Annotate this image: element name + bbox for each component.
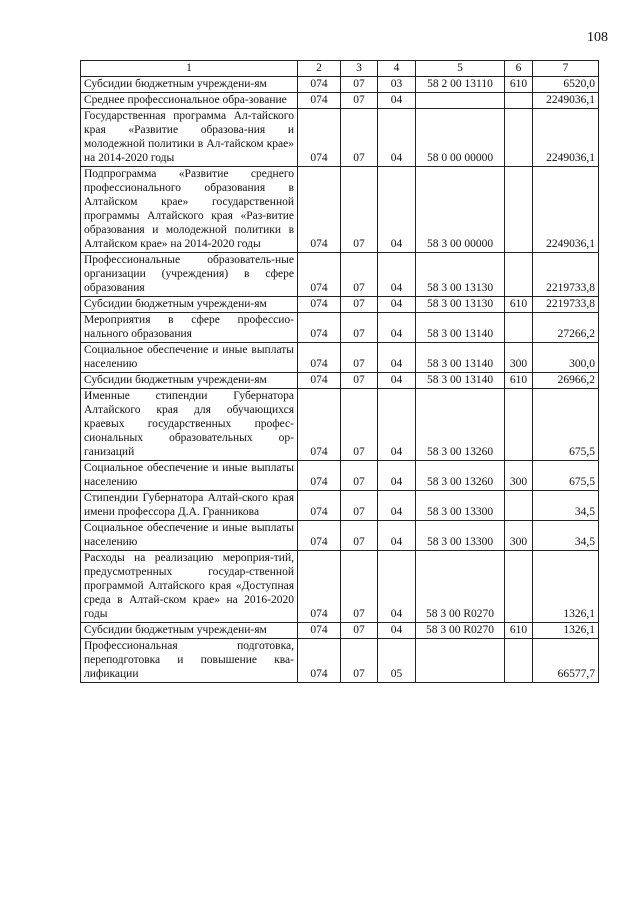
expense-type-cell: [505, 313, 533, 343]
section-cell: 07: [341, 109, 378, 167]
target-article-cell: 58 3 00 00000: [416, 167, 505, 253]
amount-cell: 34,5: [533, 491, 599, 521]
budget-table: [80, 60, 599, 683]
row-label-cell: Стипендии Губернатора Алтай-ского края имени профессора Д.А. Гранникова: [81, 491, 298, 521]
subsection-cell: 04: [378, 373, 416, 389]
table-row: [81, 297, 599, 313]
table-header-row: [81, 61, 599, 77]
admin-code-cell: 074: [298, 253, 341, 297]
expense-type-cell: [505, 253, 533, 297]
amount-cell: 27266,2: [533, 313, 599, 343]
column-header: 2: [298, 61, 341, 77]
row-label-cell: Субсидии бюджетным учреждени-ям: [81, 623, 298, 639]
amount-cell: 66577,7: [533, 639, 599, 683]
table-row: [81, 167, 599, 253]
row-label-cell: Профессиональная подготовка, переподготовка и повышение ква-лификации: [81, 639, 298, 683]
row-label-cell: Социальное обеспечение и иные выплаты населению: [81, 461, 298, 491]
section-cell: 07: [341, 93, 378, 109]
row-label-cell: Подпрограмма «Развитие среднего профессионального образования в Алтайском крае» государственной программы Алтайского края «Раз-витие образования и молодежной политики в Алтайском крае» на 2014-2020 годы: [81, 167, 298, 253]
admin-code-cell: 074: [298, 373, 341, 389]
subsection-cell: 03: [378, 77, 416, 93]
subsection-cell: 04: [378, 521, 416, 551]
subsection-cell: 04: [378, 253, 416, 297]
admin-code-cell: 074: [298, 623, 341, 639]
row-label-cell: Социальное обеспечение и иные выплаты населению: [81, 521, 298, 551]
table-row: [81, 491, 599, 521]
column-header: 5: [416, 61, 505, 77]
table-row: [81, 639, 599, 683]
admin-code-cell: 074: [298, 639, 341, 683]
table-body: [81, 77, 599, 683]
target-article-cell: 58 2 00 13110: [416, 77, 505, 93]
expense-type-cell: 610: [505, 373, 533, 389]
amount-cell: 675,5: [533, 389, 599, 461]
subsection-cell: 04: [378, 167, 416, 253]
row-label-cell: Субсидии бюджетным учреждени-ям: [81, 77, 298, 93]
section-cell: 07: [341, 551, 378, 623]
admin-code-cell: 074: [298, 167, 341, 253]
expense-type-cell: [505, 389, 533, 461]
table-row: [81, 313, 599, 343]
subsection-cell: 04: [378, 313, 416, 343]
subsection-cell: 04: [378, 93, 416, 109]
amount-cell: 1326,1: [533, 623, 599, 639]
amount-cell: 1326,1: [533, 551, 599, 623]
table-row: [81, 253, 599, 297]
amount-cell: 675,5: [533, 461, 599, 491]
amount-cell: 2219733,8: [533, 253, 599, 297]
expense-type-cell: [505, 109, 533, 167]
target-article-cell: 58 3 00 13130: [416, 297, 505, 313]
section-cell: 07: [341, 343, 378, 373]
expense-type-cell: [505, 93, 533, 109]
section-cell: 07: [341, 389, 378, 461]
amount-cell: 26966,2: [533, 373, 599, 389]
row-label-cell: Государственная программа Ал-тайского края «Развитие образова-ния и молодежной политики в Ал-тайском крае» на 2014-2020 годы: [81, 109, 298, 167]
subsection-cell: 04: [378, 297, 416, 313]
table-row: [81, 521, 599, 551]
row-label-cell: Расходы на реализацию мероприя-тий, предусмотренных государ-ственной программой Алтайского края «Доступная среда в Алтай-ском крае» на 2016-2020 годы: [81, 551, 298, 623]
amount-cell: 2249036,1: [533, 93, 599, 109]
column-header: 7: [533, 61, 599, 77]
target-article-cell: 58 3 00 13140: [416, 313, 505, 343]
subsection-cell: 04: [378, 623, 416, 639]
page-number: 108: [587, 30, 608, 45]
section-cell: 07: [341, 77, 378, 93]
expense-type-cell: 300: [505, 461, 533, 491]
expense-type-cell: [505, 491, 533, 521]
table-row: [81, 109, 599, 167]
section-cell: 07: [341, 623, 378, 639]
subsection-cell: 04: [378, 461, 416, 491]
section-cell: 07: [341, 373, 378, 389]
target-article-cell: 58 3 00 R0270: [416, 623, 505, 639]
column-header: 1: [81, 61, 298, 77]
admin-code-cell: 074: [298, 461, 341, 491]
expense-type-cell: 610: [505, 623, 533, 639]
table-row: [81, 551, 599, 623]
admin-code-cell: 074: [298, 551, 341, 623]
table-row: [81, 623, 599, 639]
row-label-cell: Профессиональные образователь-ные организации (учреждения) в сфере образования: [81, 253, 298, 297]
target-article-cell: 58 3 00 13260: [416, 389, 505, 461]
row-label-cell: Социальное обеспечение и иные выплаты населению: [81, 343, 298, 373]
section-cell: 07: [341, 313, 378, 343]
table-row: [81, 461, 599, 491]
section-cell: 07: [341, 253, 378, 297]
section-cell: 07: [341, 521, 378, 551]
section-cell: 07: [341, 491, 378, 521]
table-row: [81, 343, 599, 373]
target-article-cell: 58 3 00 13300: [416, 491, 505, 521]
expense-type-cell: [505, 167, 533, 253]
target-article-cell: [416, 93, 505, 109]
amount-cell: 2219733,8: [533, 297, 599, 313]
expense-type-cell: [505, 551, 533, 623]
admin-code-cell: 074: [298, 389, 341, 461]
admin-code-cell: 074: [298, 93, 341, 109]
table-row: [81, 389, 599, 461]
section-cell: 07: [341, 167, 378, 253]
row-label-cell: Субсидии бюджетным учреждени-ям: [81, 297, 298, 313]
section-cell: 07: [341, 461, 378, 491]
column-header: 3: [341, 61, 378, 77]
admin-code-cell: 074: [298, 313, 341, 343]
column-header: 6: [505, 61, 533, 77]
expense-type-cell: 610: [505, 77, 533, 93]
amount-cell: 300,0: [533, 343, 599, 373]
subsection-cell: 04: [378, 551, 416, 623]
section-cell: 07: [341, 639, 378, 683]
target-article-cell: [416, 639, 505, 683]
amount-cell: 34,5: [533, 521, 599, 551]
row-label-cell: Мероприятия в сфере профессио-нального образования: [81, 313, 298, 343]
target-article-cell: 58 3 00 R0270: [416, 551, 505, 623]
admin-code-cell: 074: [298, 491, 341, 521]
section-cell: 07: [341, 297, 378, 313]
target-article-cell: 58 3 00 13140: [416, 343, 505, 373]
amount-cell: 2249036,1: [533, 109, 599, 167]
column-header: 4: [378, 61, 416, 77]
expense-type-cell: [505, 639, 533, 683]
expense-type-cell: 610: [505, 297, 533, 313]
row-label-cell: Именные стипендии Губернатора Алтайского края для обучающихся краевых государственных профес-сиональных образовательных ор-ганизаций: [81, 389, 298, 461]
admin-code-cell: 074: [298, 77, 341, 93]
row-label-cell: Среднее профессиональное обра-зование: [81, 93, 298, 109]
admin-code-cell: 074: [298, 521, 341, 551]
amount-cell: 6520,0: [533, 77, 599, 93]
target-article-cell: 58 3 00 13300: [416, 521, 505, 551]
row-label-cell: Субсидии бюджетным учреждени-ям: [81, 373, 298, 389]
subsection-cell: 05: [378, 639, 416, 683]
target-article-cell: 58 0 00 00000: [416, 109, 505, 167]
admin-code-cell: 074: [298, 297, 341, 313]
expense-type-cell: 300: [505, 343, 533, 373]
subsection-cell: 04: [378, 343, 416, 373]
admin-code-cell: 074: [298, 343, 341, 373]
admin-code-cell: 074: [298, 109, 341, 167]
table-row: [81, 373, 599, 389]
table-row: [81, 77, 599, 93]
subsection-cell: 04: [378, 491, 416, 521]
target-article-cell: 58 3 00 13140: [416, 373, 505, 389]
subsection-cell: 04: [378, 389, 416, 461]
target-article-cell: 58 3 00 13260: [416, 461, 505, 491]
amount-cell: 2249036,1: [533, 167, 599, 253]
target-article-cell: 58 3 00 13130: [416, 253, 505, 297]
subsection-cell: 04: [378, 109, 416, 167]
table-row: [81, 93, 599, 109]
expense-type-cell: 300: [505, 521, 533, 551]
